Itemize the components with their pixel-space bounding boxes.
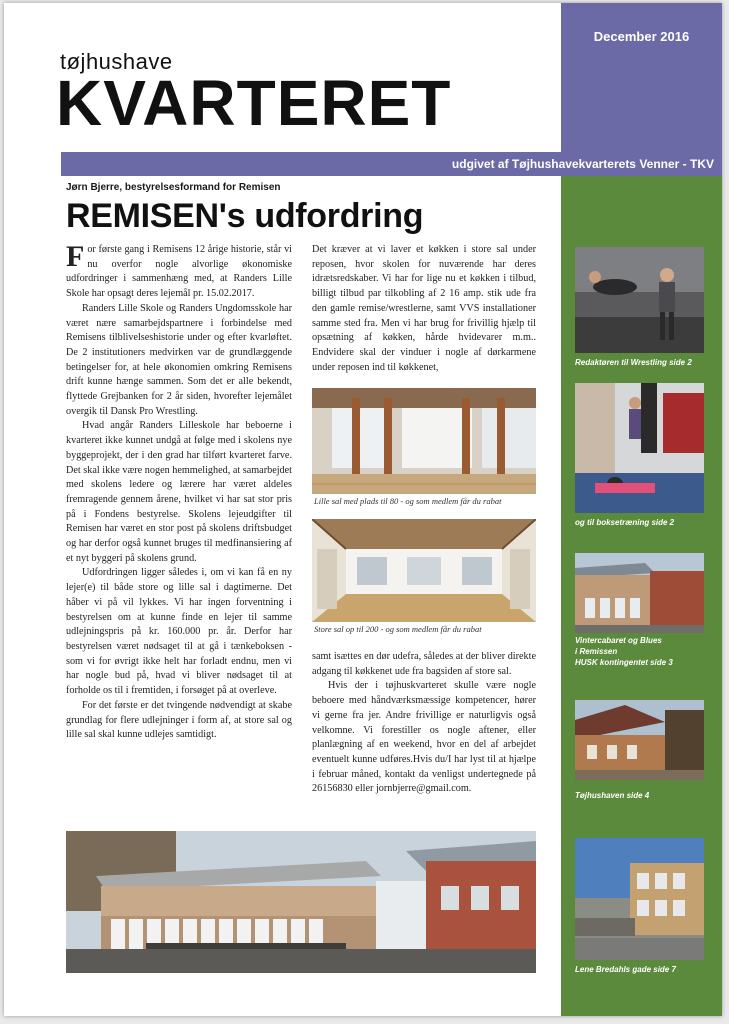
article-column-1 bbox=[66, 240, 292, 743]
article-byline: Jørn Bjerre, bestyrelsesformand for Remisen bbox=[66, 182, 281, 193]
sidebar-wrestling-photo bbox=[575, 247, 704, 353]
sidebar-boxing-photo bbox=[575, 383, 704, 513]
paragraph: Det kræver at vi laver et køkken i store sal under reposen, hvor skolen for nuværende har deres idrætsredskaber. Vi har for lige nu et køkken i tilbud, billigt tilbud par tilkobling af 2 16 amp. stik ude fra den gamle remise/wrestlerne, samt VVS installationer samme sted fra. Men vi har brug for frivillig hjælp til opsætning af køkken, hårde hvidevarer m.m.. Endvidere skal der vinduer i nogle af dørkarmene under reposen ind til køkkenet, bbox=[312, 244, 536, 373]
small-hall-photo bbox=[312, 388, 536, 494]
sidebar-remisen-photo bbox=[575, 553, 704, 633]
paragraph: samt isættes en dør udefra, således at der bliver direkte adgang til køkkenet ude fra bagsiden af store sal. bbox=[312, 651, 536, 677]
paragraph: Udfordringen ligger således i, om vi kan få en ny lejer(e) til både store og lille sal i dagtimerne. Det håber vi på vil lykkes. Vi har ingen forventning i bestyrelsen om at kunne finde en lejer til samme udlejningspris på kr. 160.000 pr. år. Derfor har bestyrelsen været nødsaget til at gå i tænkeboksen - som vi for øvrigt ikke helt har forladt endnu, men vi har nogle bud på, hvad vi bliver nødsaget til at forholde os til i fremtiden, i forsøget på at overleve. bbox=[66, 567, 292, 697]
small-hall-caption: Lille sal med plads til 80 - og som medlem får du rabat bbox=[314, 496, 502, 506]
sidebar-caption-1: Redaktøren til Wrestling side 2 bbox=[575, 358, 692, 367]
large-hall-caption: Store sal op til 200 - og som medlem får du rabat bbox=[314, 624, 482, 634]
newsletter-page bbox=[4, 3, 722, 1016]
drop-cap: F bbox=[66, 240, 85, 273]
paragraph: or første gang i Remisens 12 årige historie, står vi nu overfor nogle alvorlige økonomiske udfordringer i sammenhæng med, at Randers Lille Skole har opsagt deres lejemål pr. 15.02.2017. bbox=[66, 244, 292, 300]
sidebar-bredahls-gade-photo bbox=[575, 838, 704, 960]
paragraph: Randers Lille Skole og Randers Ungdomsskole har været nære samarbejdspartnere i forbindelse med Remisens tilblivelseshistorie under og efter kvarløftet. De 2 institutioners medvirken var de grundlæggende betingelser for, at hele økonomien omkring Remisens drift kunne hænge sammen. Som det er alle bekendt, flyttede Grejbanken for 2 år siden, hvorefter lejemålet overgik til Dansk Pro Wrestling. bbox=[66, 302, 292, 417]
sidebar-caption-4: Tøjhushaven side 4 bbox=[575, 791, 650, 800]
paragraph: Hvad angår Randers Lilleskole har beboerne i kvarteret ikke kunnet undgå at følge med i skolens nye byggeprojekt, der i den grad har tilført kvarteret farve. Det skal ikke være nogen hemmelighed, at samarbejdet med skolens ledere og lærere har været aldeles fremragende gennem årene, hvilket vi har sat stor pris på i Fondens bestyrelse. Skolens lejeudgifter til Remisen har været en stor post på skolens driftsbudget og har derfor også kunnet bruges til medfinansiering af et nyt byggeri på skolens grund. bbox=[66, 420, 292, 564]
sidebar-caption-5: Lene Bredahls gade side 7 bbox=[575, 965, 676, 974]
paragraph: Hvis der i tøjhuskvarteret skulle være nogle beboere med håndværksmæssige kompetencer, hører vi gerne fra jer. Andre frivillige er naturligvis også velkomne. Vi forestiller os nogle aftener, eller planlægning af en weekend, hvor en del af arbejdet eventuelt kunne udføres.Hvis du/I har lyst til at hjælpe i februar måned, kontakt da venligst undertegnede på 26156830 eller jornbjerre@gmail.com. bbox=[312, 680, 536, 795]
article-headline: REMISEN's udfordring bbox=[66, 197, 424, 235]
sidebar-caption-2: og til boksetræning side 2 bbox=[575, 518, 675, 527]
remisen-building-photo bbox=[66, 831, 536, 973]
publisher-banner: udgivet af Tøjhushavekvarterets Venner - TKV bbox=[61, 152, 722, 176]
article-column-2-top bbox=[312, 243, 536, 375]
brand-subtitle: tøjhushave bbox=[60, 49, 173, 74]
sidebar-tojhushaven-photo bbox=[575, 700, 704, 780]
article-column-2-bottom bbox=[312, 650, 536, 797]
issue-month: December 2016 bbox=[593, 29, 690, 44]
sidebar-caption-3: Vintercabaret og Blues i Remissen HUSK kontingentet side 3 bbox=[575, 636, 673, 667]
paragraph: For det første er det tvingende nødvendigt at skabe grundlag for flere udlejninger i form af, at store sal og lille sal skal kunne udlejes samtidigt. bbox=[66, 699, 292, 741]
brand-title: KVARTERET bbox=[56, 67, 452, 139]
large-hall-photo bbox=[312, 519, 536, 622]
header-date-box bbox=[561, 3, 722, 156]
